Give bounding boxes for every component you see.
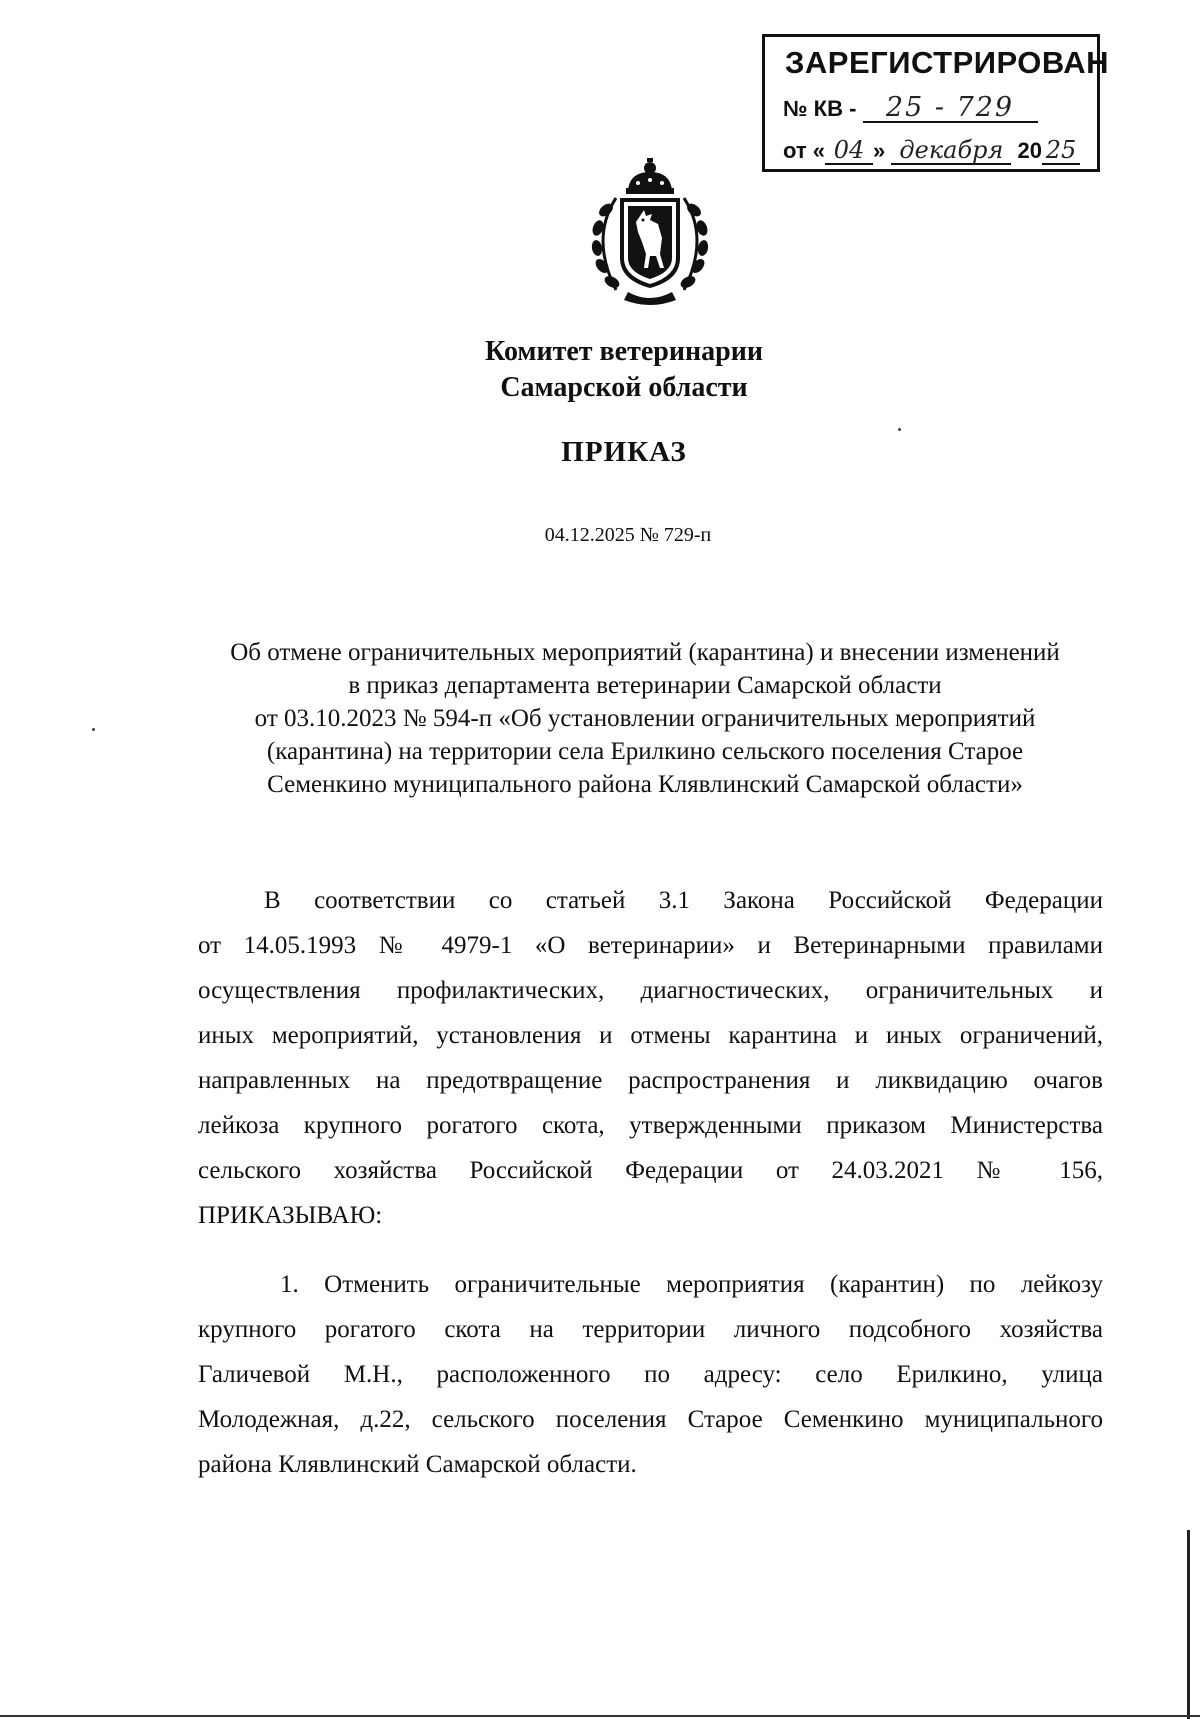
item-line: Галичевой М.Н., расположенного по адресу: село Ерилкино, улица [198,1361,1103,1388]
stamp-number-line [783,92,1038,123]
scan-edge [1187,1530,1190,1719]
stamp-date-day: 04 [825,137,873,165]
item-line: крупного рогатого скота на территории личного подсобного хозяйства [198,1316,1103,1343]
organization-name-line2: Самарской области [500,372,748,403]
stamp-year-handwritten: 25 [1042,137,1080,165]
scan-edge [0,1715,1200,1717]
stamp-title: ЗАРЕГИСТРИРОВАН [785,45,1110,80]
stamp-date-month: декабря [891,137,1011,165]
document-subject [190,636,1100,801]
organization-name [0,334,1200,406]
item-line: района Клявлинский Самарской области. [198,1451,637,1478]
scan-speck [898,428,901,431]
preamble-line: иных мероприятий, установления и отмены карантина и иных ограничений, [198,1022,1103,1049]
item-line: 1. Отменить ограничительные мероприятия (карантин) по лейкозу [280,1271,1103,1298]
preamble-paragraph [198,878,1103,1238]
subject-line: от 03.10.2023 № 594-п «Об установлении ограничительных мероприятий [254,705,1036,732]
samara-coat-of-arms-icon [580,158,720,306]
stamp-number-prefix: № КВ - [783,96,857,121]
stamp-date-prefix: от « [783,138,826,163]
order-item-1 [198,1262,1103,1487]
stamp-year-prefix: 20 [1017,138,1042,163]
preamble-line: лейкоза крупного рогатого скота, утвержденными приказом Министерства [198,1112,1103,1139]
preamble-line: сельского хозяйства Российской Федерации от 24.03.2021 № 156, [198,1157,1103,1184]
stamp-number-handwritten: 25 - 729 [863,95,1038,123]
document-number: 04.12.2025 № 729-п [544,524,712,546]
subject-line: Об отмене ограничительных мероприятий (карантина) и внесении изменений [230,639,1060,666]
stamp-date-mid: » [873,138,886,163]
preamble-line: В соответствии со статьей 3.1 Закона Российской Федерации [264,887,1103,914]
stamp-date-line [783,137,1080,165]
order-keyword: ПРИКАЗЫВАЮ: [198,1202,383,1229]
subject-line: в приказ департамента ветеринарии Самарской области [348,672,942,699]
item-line: Молодежная, д.22, сельского поселения Старое Семенкино муниципального [198,1406,1103,1433]
preamble-line: направленных на предотвращение распространения и ликвидацию очагов [198,1067,1103,1094]
registration-stamp [762,34,1110,172]
scan-speck [92,728,95,731]
subject-line: Семенкино муниципального района Клявлинский Самарской области» [267,771,1023,798]
preamble-line: от 14.05.1993 № 4979-1 «О ветеринарии» и Ветеринарными правилами [198,932,1103,959]
preamble-line: осуществления профилактических, диагностических, ограничительных и [198,977,1103,1004]
organization-name-line1: Комитет ветеринарии [485,336,763,367]
document-type: ПРИКАЗ [561,436,687,468]
subject-line: (карантина) на территории села Ерилкино сельского поселения Старое [266,738,1024,765]
